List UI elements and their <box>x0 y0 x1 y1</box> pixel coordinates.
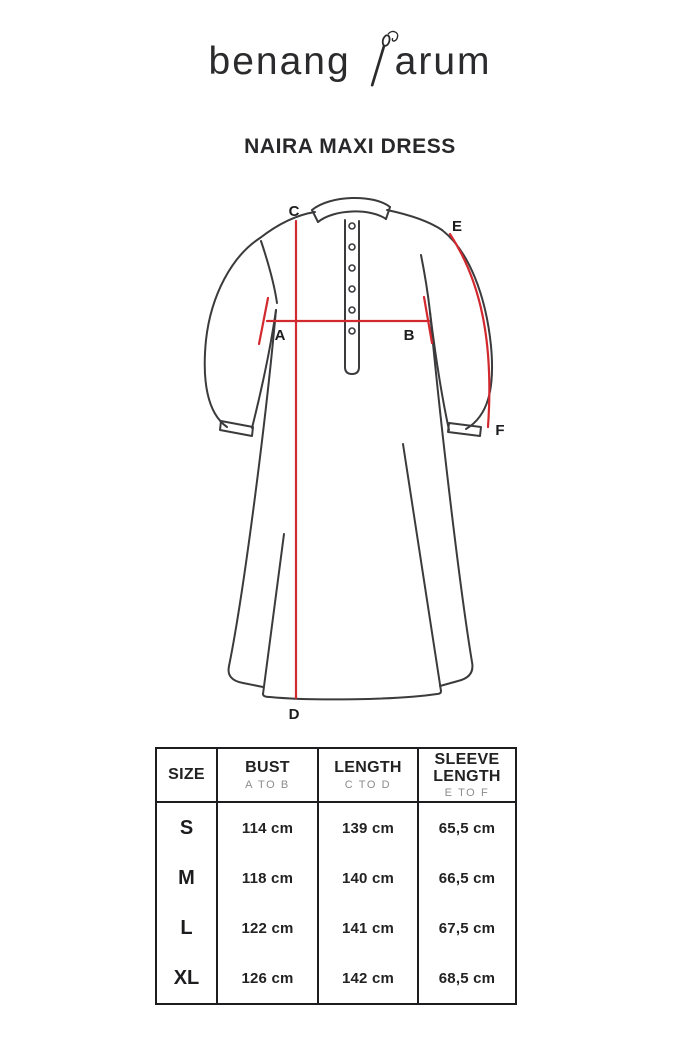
length-cell-m: 140 cm <box>319 853 419 903</box>
size-cell-xl: XL <box>157 953 218 1003</box>
sleeve-cell-l: 67,5 cm <box>438 919 496 937</box>
header-sub-label: A TO B <box>245 778 290 791</box>
sleeve-cell-m: 66,5 cm <box>438 869 496 887</box>
bust-cell-l: 122 cm <box>218 903 319 953</box>
brand-logo <box>0 30 700 81</box>
size-chart-header-sleeve: SLEEVE LENGTH E TO F <box>419 749 515 803</box>
sleeve-cell-s: 65,5 cm <box>438 819 496 837</box>
sleeve-cell-xl: 68,5 cm <box>438 969 496 987</box>
bust-cell-xl: 126 cm <box>218 953 319 1003</box>
length-cell-s: 139 cm <box>319 803 419 853</box>
measurement-label-d: D <box>288 706 300 723</box>
measurement-lines <box>259 221 489 698</box>
measurement-label-a: A <box>274 327 286 344</box>
size-cell-s: S <box>157 803 218 853</box>
size-cell-l: L <box>157 903 218 953</box>
length-cell-l: 141 cm <box>319 903 419 953</box>
product-title: NAIRA MAXI DRESS <box>244 135 456 158</box>
size-chart-header-length: LENGTH C TO D <box>319 749 419 803</box>
dress-measurement-diagram <box>150 180 560 730</box>
brand-wordmark-right: arum <box>394 40 492 83</box>
measurement-label-c: C <box>288 203 300 220</box>
sleeve-line-e-f <box>450 234 489 427</box>
measurement-label-e: E <box>451 218 463 235</box>
button-row <box>349 223 355 334</box>
measurement-label-b: B <box>403 327 415 344</box>
bust-cell-m: 118 cm <box>218 853 319 903</box>
bust-cell-s: 114 cm <box>218 803 319 853</box>
brand-wordmark-left: benang <box>208 40 351 83</box>
size-cell-m: M <box>157 853 218 903</box>
dress-outline <box>205 198 492 699</box>
size-chart-table <box>155 747 517 1005</box>
measurement-label-f: F <box>495 422 505 439</box>
header-sub-label: E TO F <box>444 787 490 800</box>
size-chart-header-bust: BUST A TO B <box>218 749 319 803</box>
header-sub-label: C TO D <box>344 778 392 791</box>
length-cell-xl: 142 cm <box>319 953 419 1003</box>
size-chart-header-size: SIZE <box>157 749 218 803</box>
